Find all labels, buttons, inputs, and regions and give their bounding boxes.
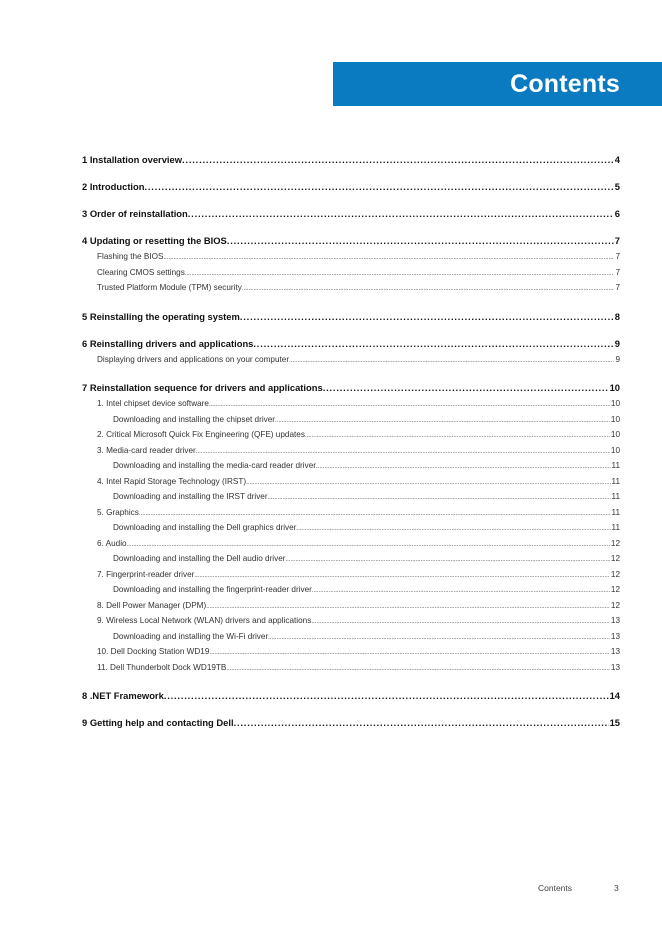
toc-title: Downloading and installing the fingerprint-reader driver <box>113 585 312 594</box>
toc-title: 9. Wireless Local Network (WLAN) drivers and applications <box>97 616 312 625</box>
dot-leader <box>163 249 614 265</box>
toc-item[interactable] <box>82 505 620 521</box>
toc-title: 1. Intel chipset device software <box>97 399 209 408</box>
toc-subitem[interactable] <box>82 582 620 598</box>
toc-title: 6 Reinstalling drivers and applications <box>82 337 254 349</box>
toc-page: 11 <box>611 523 620 532</box>
toc-item[interactable] <box>82 396 620 412</box>
toc-title: Flashing the BIOS <box>97 252 164 261</box>
toc-subitem[interactable] <box>82 520 620 536</box>
toc-item[interactable] <box>82 598 620 614</box>
toc-chapter-2[interactable] <box>82 180 620 193</box>
dot-leader <box>246 474 610 490</box>
toc-title: 11. Dell Thunderbolt Dock WD19TB <box>97 662 227 672</box>
table-of-contents <box>82 150 620 729</box>
dot-leader <box>316 458 611 474</box>
toc-page: 9 <box>614 337 620 349</box>
dot-leader <box>188 207 614 220</box>
toc-item[interactable] <box>82 427 620 443</box>
toc-title: 1 Installation overview <box>82 154 183 165</box>
toc-item[interactable] <box>82 443 620 459</box>
dot-leader <box>226 660 610 676</box>
dot-leader <box>206 598 610 614</box>
toc-page: 11 <box>611 476 620 486</box>
toc-item[interactable] <box>82 660 620 676</box>
toc-chapter-8[interactable] <box>82 689 620 702</box>
toc-item[interactable] <box>82 249 620 265</box>
toc-title: Trusted Platform Module (TPM) security <box>97 283 242 292</box>
toc-title: 9 Getting help and contacting Dell <box>82 717 234 728</box>
footer-section-label: Contents <box>538 883 573 893</box>
dot-leader <box>196 443 610 459</box>
toc-page: 11 <box>611 507 620 517</box>
toc-title: 7. Fingerprint-reader driver <box>97 569 195 579</box>
toc-title: Displaying drivers and applications on your computer <box>97 354 290 364</box>
footer-page-number: 3 <box>614 883 619 893</box>
toc-chapter-7[interactable] <box>82 381 620 394</box>
toc-subitem[interactable] <box>82 412 620 428</box>
toc-title: 7 Reinstallation sequence for drivers and applications <box>82 382 323 393</box>
dot-leader <box>194 567 610 583</box>
toc-chapter-6[interactable] <box>82 337 620 350</box>
toc-title: Downloading and installing the IRST driver <box>113 492 268 501</box>
toc-page: 10 <box>610 399 620 408</box>
dot-leader <box>268 629 610 645</box>
dot-leader <box>275 412 610 428</box>
toc-page: 12 <box>610 538 620 548</box>
toc-page: 13 <box>610 647 620 656</box>
dot-leader <box>227 234 614 247</box>
toc-page: 11 <box>611 492 620 501</box>
toc-page: 7 <box>615 252 620 261</box>
toc-chapter-4[interactable] <box>82 234 620 247</box>
dot-leader <box>139 505 611 521</box>
toc-title: 2. Critical Microsoft Quick Fix Engineering (QFE) updates <box>97 430 305 439</box>
toc-page: 8 <box>614 310 620 322</box>
toc-page: 12 <box>610 569 620 579</box>
toc-title: 4. Intel Rapid Storage Technology (IRST) <box>97 476 247 486</box>
toc-page: 11 <box>611 461 620 470</box>
dot-leader <box>242 280 615 296</box>
toc-item[interactable] <box>82 280 620 296</box>
toc-chapter-9[interactable] <box>82 716 620 729</box>
toc-item[interactable] <box>82 474 620 490</box>
toc-page: 12 <box>610 585 620 594</box>
toc-subitem[interactable] <box>82 551 620 567</box>
toc-page: 4 <box>614 154 620 165</box>
toc-page: 13 <box>610 616 620 625</box>
toc-title: 3 Order of reinstallation <box>82 208 188 219</box>
dot-leader <box>182 153 614 166</box>
dot-leader <box>253 337 613 350</box>
toc-title: Downloading and installing the media-card reader driver <box>113 461 316 470</box>
dot-leader <box>234 716 609 729</box>
page-title: Contents <box>510 69 620 98</box>
toc-item[interactable] <box>82 536 620 552</box>
toc-item[interactable] <box>82 265 620 281</box>
toc-page: 10 <box>609 382 620 393</box>
toc-title: 10. Dell Docking Station WD19 <box>97 647 210 656</box>
toc-title: Clearing CMOS settings <box>97 267 185 277</box>
toc-page: 6 <box>614 208 620 219</box>
dot-leader <box>289 352 614 368</box>
toc-title: 5. Graphics <box>97 507 139 517</box>
toc-item[interactable] <box>82 613 620 629</box>
toc-title: 2 Introduction <box>82 181 145 192</box>
toc-title: 6. Audio <box>97 538 127 548</box>
dot-leader <box>127 536 610 552</box>
toc-title: Downloading and installing the chipset driver <box>113 414 276 424</box>
toc-title: 4 Updating or resetting the BIOS <box>82 235 227 246</box>
toc-title: 8 .NET Framework <box>82 690 164 701</box>
toc-chapter-1[interactable] <box>82 153 620 166</box>
toc-page: 13 <box>610 662 620 672</box>
toc-item[interactable] <box>82 644 620 660</box>
dot-leader <box>209 644 609 660</box>
dot-leader <box>296 520 610 536</box>
toc-chapter-3[interactable] <box>82 207 620 220</box>
toc-page: 7 <box>614 235 620 246</box>
dot-leader <box>164 689 609 702</box>
toc-item[interactable] <box>82 567 620 583</box>
toc-page: 7 <box>615 267 620 277</box>
dot-leader <box>145 180 614 193</box>
toc-page: 9 <box>615 354 620 364</box>
toc-page: 12 <box>610 600 620 610</box>
dot-leader <box>312 582 610 598</box>
toc-page: 14 <box>609 690 620 701</box>
toc-page: 15 <box>609 717 620 728</box>
contents-banner <box>333 62 662 106</box>
toc-subitem[interactable] <box>82 458 620 474</box>
toc-title: Downloading and installing the Wi-Fi driver <box>113 631 269 641</box>
toc-chapter-5[interactable] <box>82 310 620 323</box>
toc-title: 8. Dell Power Manager (DPM) <box>97 600 207 610</box>
dot-leader <box>209 396 610 412</box>
toc-page: 5 <box>614 181 620 192</box>
toc-page: 12 <box>610 554 620 563</box>
toc-page: 10 <box>610 445 620 455</box>
dot-leader <box>286 551 610 567</box>
dot-leader <box>185 265 615 281</box>
toc-title: Downloading and installing the Dell graphics driver <box>113 523 297 532</box>
dot-leader <box>305 427 610 443</box>
toc-page: 13 <box>610 631 620 641</box>
toc-subitem[interactable] <box>82 489 620 505</box>
toc-page: 10 <box>610 430 620 439</box>
dot-leader <box>240 310 614 323</box>
toc-subitem[interactable] <box>82 629 620 645</box>
toc-title: 5 Reinstalling the operating system <box>82 310 240 322</box>
dot-leader <box>268 489 611 505</box>
toc-title: 3. Media-card reader driver <box>97 445 196 455</box>
toc-page: 7 <box>615 283 620 292</box>
dot-leader <box>323 381 609 394</box>
dot-leader <box>311 613 610 629</box>
toc-title: Downloading and installing the Dell audio driver <box>113 554 286 563</box>
toc-item[interactable] <box>82 352 620 368</box>
toc-page: 10 <box>610 414 620 424</box>
